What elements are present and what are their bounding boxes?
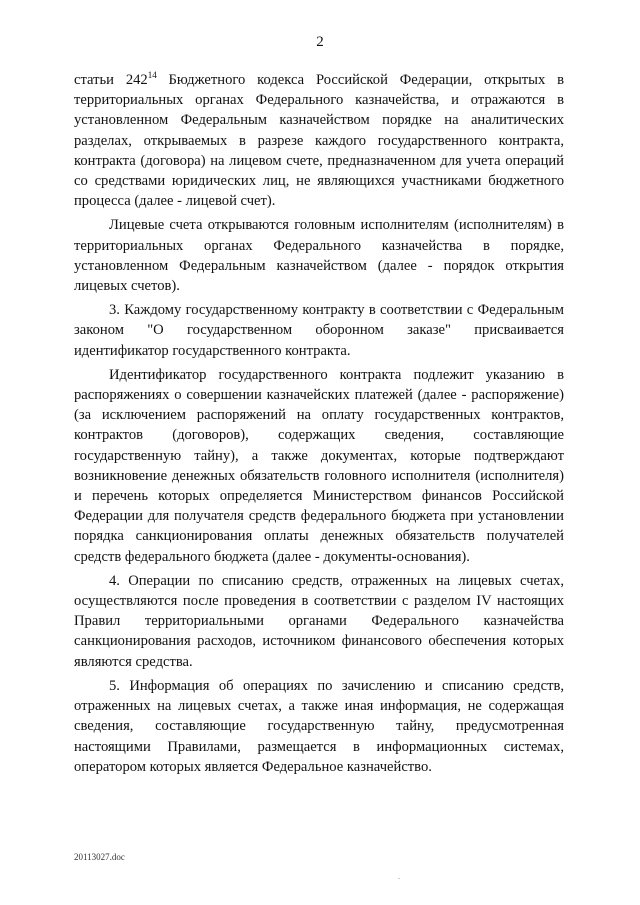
paragraph-text: Бюджетного кодекса Российской Федерации, открытых в территориальных органах Федерального казначейства, и отражаются в установленном Федеральным казначейством порядке на аналитических разделах, открываемых в разрезе каждого государственного контракта, контракта (договора) на лицевом счете, предназначенном для учета операций со средствами юридических лиц, не являющихся участниками бюджетного процесса (далее - лицевой счет). xyxy=(74,72,565,210)
file-name-footer: 20113027.doc xyxy=(74,852,125,862)
scan-speck: . xyxy=(398,872,400,881)
paragraph-contract-identifier: Идентификатор государственного контракта подлежит указанию в распоряжениях о совершении казначейских платежей (далее - распоряжение) (за исключением распоряжений на оплату государственных контрактов, контрактов (договоров), содержащих сведения, составляющие государственную тайну), а также документах, которые подтверждают возникновение денежных обязательств головного исполнителя (исполнителя) и перечень которых определяется Министерством финансов Российской Федерации для получателя средств федерального бюджета при установлении порядка санкционирования оплаты денежных обязательств получателей средств федерального бюджета (далее - документы-основания). xyxy=(74,366,564,565)
paragraph-item-3: 3. Каждому государственному контракту в соответствии с Федеральным законом "О государственном оборонном заказе" присваивается идентификатор государственного контракта. xyxy=(74,302,564,359)
paragraph-prefix: статьи 242 xyxy=(74,72,148,88)
paragraph-accounts-opening: Лицевые счета открываются головным исполнителям (исполнителям) в территориальных органах Федерального казначейства в порядке, установленном Федеральным казначейством (далее - порядок открытия лицевых счетов). xyxy=(74,217,564,295)
paragraph-item-5: 5. Информация об операциях по зачислению и списанию средств, отраженных на лицевых счетах, а также иная информация, не содержащая сведения, составляющие государственную тайну, предусмотренная настоящими Правилами, размещается в информационных системах, оператором которых является Федеральное казначейство. xyxy=(74,677,564,775)
paragraph-continuation xyxy=(74,70,564,211)
page-number: 2 xyxy=(316,34,324,50)
paragraph-item-4: 4. Операции по списанию средств, отраженных на лицевых счетах, осуществляются после проведения в соответствии с разделом IV настоящих Правил территориальными органами Федерального казначейства санкционирования расходов, источником финансового обеспечения которых являются средства. xyxy=(74,572,564,670)
superscript: 14 xyxy=(147,70,157,80)
document-body xyxy=(74,70,564,781)
